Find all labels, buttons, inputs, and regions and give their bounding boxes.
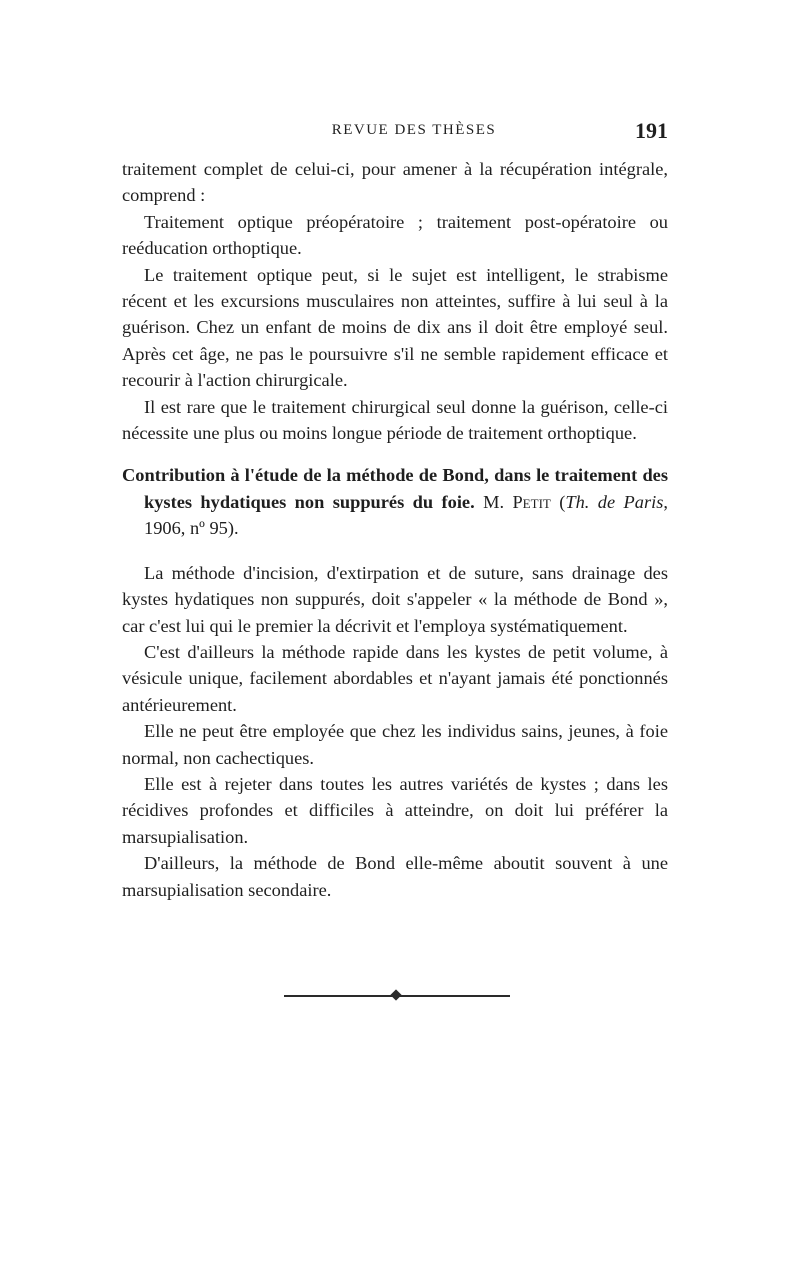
paragraph: D'ailleurs, la méthode de Bond elle-même aboutit souvent à une marsupialisation secondaire. <box>122 853 668 900</box>
paragraph: Il est rare que le traitement chirurgical seul donne la guérison, celle-ci nécessite une plus ou moins longue période de traitement orthoptique. <box>122 396 668 444</box>
page-number: 191 <box>635 118 668 143</box>
paragraph: C'est d'ailleurs la méthode rapide dans les kystes de petit volume, à vésicule unique, facilement abordables et n'ayant jamais été ponctionnés antérieurement. <box>122 641 668 715</box>
running-title: REVUE DES THÈSES <box>331 122 497 138</box>
citation-open: ( <box>559 491 566 512</box>
paragraph: Traitement optique préopératoire ; traitement post-opératoire ou reéducation orthoptique. <box>122 211 668 259</box>
author-name: Petit <box>512 491 551 512</box>
paragraph: traitement complet de celui-ci, pour amener à la récupération intégrale, comprend : <box>122 159 668 206</box>
diamond-ornament-icon <box>390 989 401 1000</box>
section-title: Contribution à l'étude de la méthode de Bond, dans le traitement des kystes hydatiques non suppurés du foie. <box>122 465 668 512</box>
author-prefix: M. <box>483 491 505 512</box>
section-spacer <box>122 446 668 462</box>
citation-journal: Th. de Paris <box>565 491 664 512</box>
paragraph: Elle ne peut être employée que chez les individus sains, jeunes, à foie normal, non cachectiques. <box>122 721 668 768</box>
running-head <box>120 118 668 148</box>
ornamental-divider <box>284 990 510 1002</box>
paragraph: La méthode d'incision, d'extirpation et de suture, sans drainage des kystes hydatiques non suppurés, doit s'appeler « la méthode de Bond », car c'est lui qui le premier la décrivit et l'employa systématiquement. <box>122 562 668 636</box>
section-heading <box>122 462 668 541</box>
citation-details: , 1906, nº 95). <box>144 491 668 539</box>
body-text <box>122 156 668 903</box>
paragraph: Elle est à rejeter dans toutes les autres variétés de kystes ; dans les récidives profondes et difficiles à atteindre, on doit lui préférer la marsupialisation. <box>122 773 668 847</box>
paragraph: Le traitement optique peut, si le sujet est intelligent, le strabisme récent et les excursions musculaires non atteintes, suffire à lui seul à la guérison. Chez un enfant de moins de dix ans il doit être employé seul. Après cet âge, ne pas le poursuivre s'il ne semble rapidement efficace et recourir à l'action chirurgicale. <box>122 264 668 391</box>
